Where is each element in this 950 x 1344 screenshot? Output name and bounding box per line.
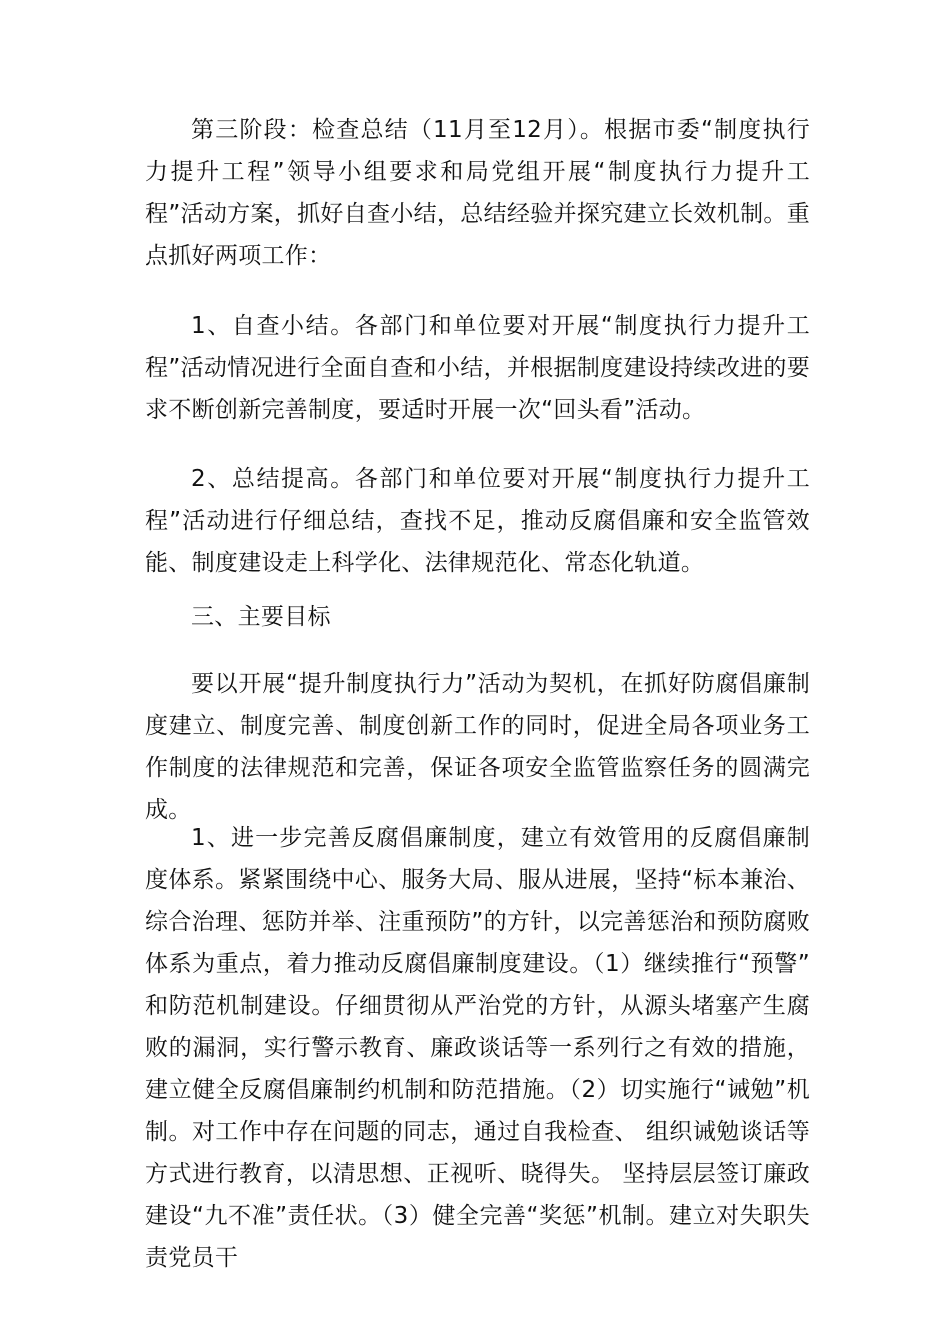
paragraph-goal-one: 1、进一步完善反腐倡廉制度，建立有效管用的反腐倡廉制度体系。紧紧围绕中心、服务大局、服从进展，坚持“标本兼治、综合治理、惩防并举、注重预防”的方针，以完善惩治和预防腐败体系为重点，着力推动反腐倡廉制度建设。（1）继续推行“预警” 和防范机制建设。仔细贯彻从严治党的方针，从源头堵塞产生腐败的漏洞，实行警示教育、廉政谈话等一系列行之有效的措施，建立健全反腐倡廉制约机制和防范措施。（2）切实施行“诫勉”机制。对工作中存在问题的同志，通过自我检查、 组织诫勉谈话等方式进行教育，以清思想、正视听、晓得失。 坚持层层签订廉政建设“九不准”责任状。（3）健全完善“奖惩”机制。建立对失职失责党员干	[145, 825, 810, 1271]
paragraph-stage-three: 第三阶段：检查总结（11月至12月）。根据市委“制度执行力提升工程”领导小组要求和局党组开展“制度执行力提升工程”活动方案，抓好自查小结，总结经验并探究建立长效机制。重点抓好两项工作：	[145, 117, 810, 269]
paragraph-self-check: 1、自查小结。各部门和单位要对开展“制度执行力提升工程”活动情况进行全面自查和小结，并根据制度建设持续改进的要求不断创新完善制度，要适时开展一次“回头看”活动。	[145, 313, 810, 423]
paragraph-goals-intro: 要以开展“提升制度执行力”活动为契机，在抓好防腐倡廉制度建立、制度完善、制度创新工作的同时，促进全局各项业务工作制度的法律规范和完善，保证各项安全监管监察任务的圆满完成。	[145, 671, 810, 823]
paragraph-summary: 2、总结提高。各部门和单位要对开展“制度执行力提升工程”活动进行仔细总结，查找不足，推动反腐倡廉和安全监管效能、制度建设走上科学化、法律规范化、常态化轨道。	[145, 466, 810, 576]
section-heading-main-goals: 三、主要目标	[191, 604, 331, 630]
